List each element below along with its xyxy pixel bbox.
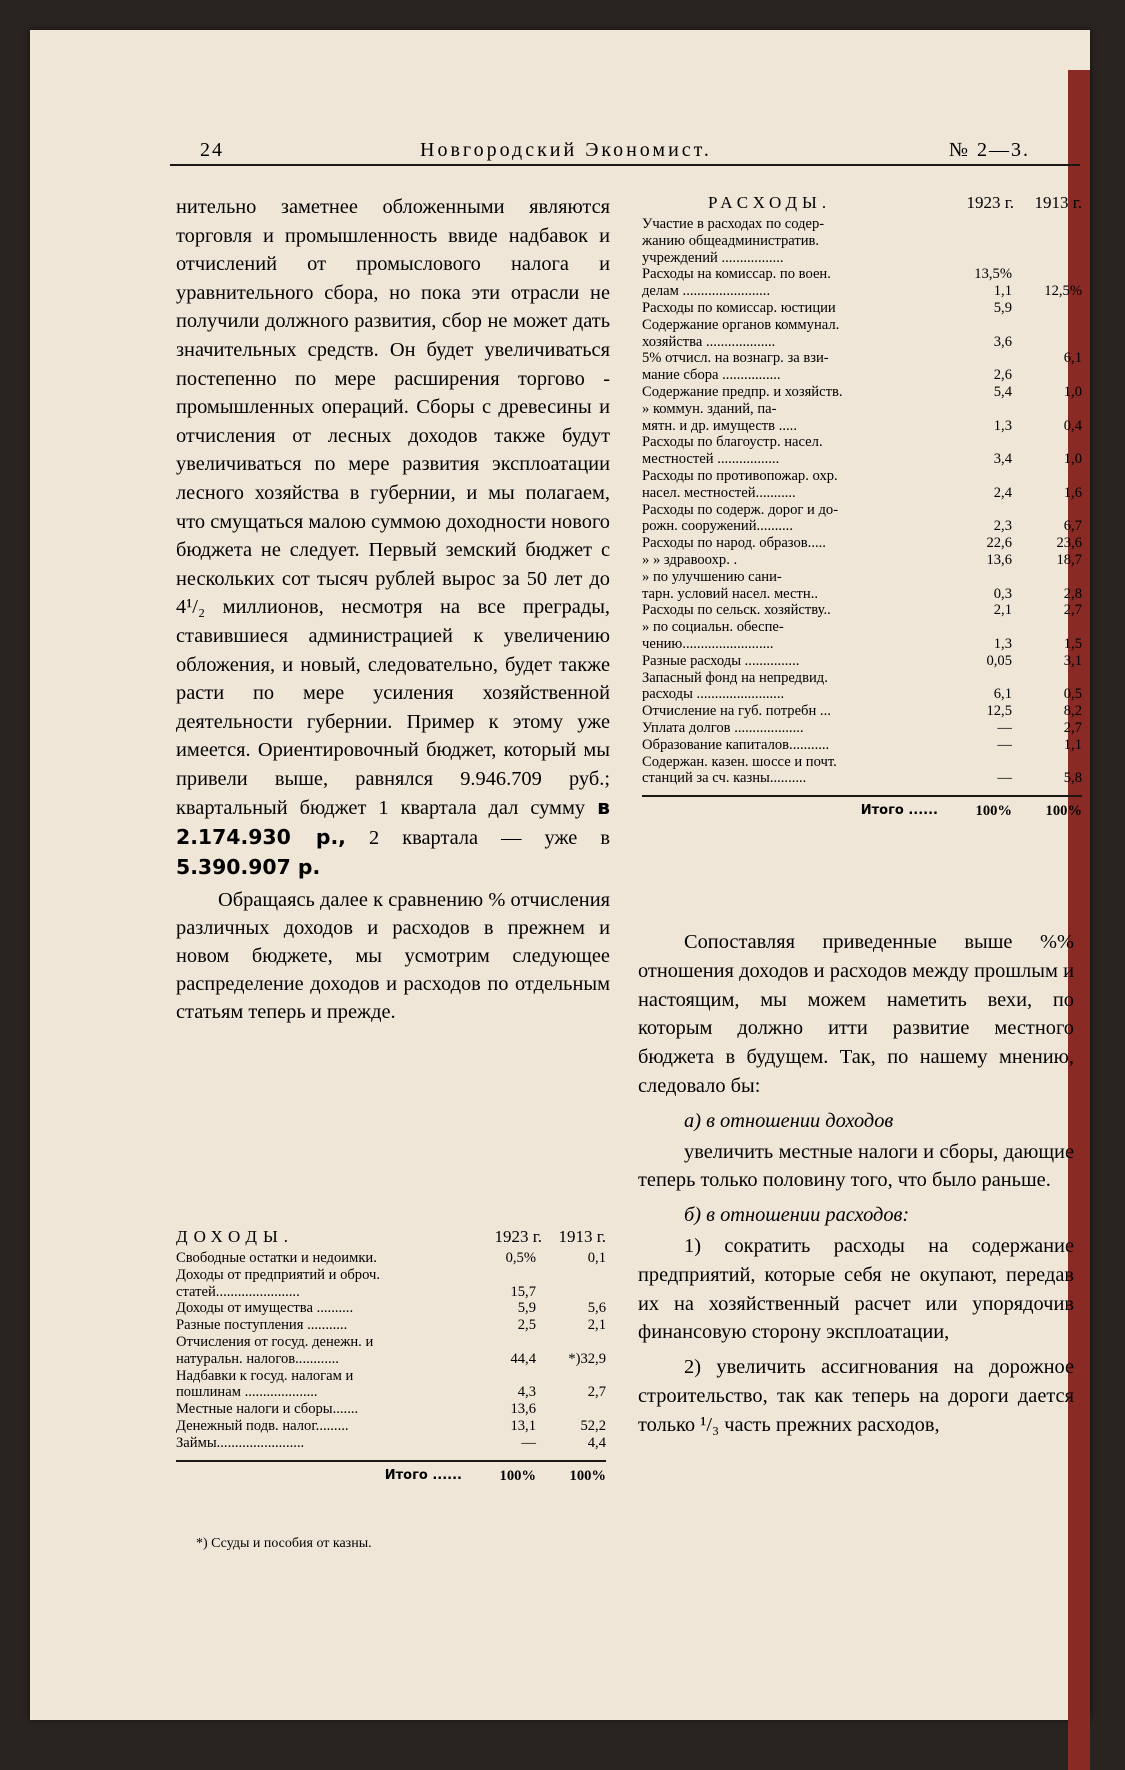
- expense-value-1923: 2,1: [993, 602, 1012, 619]
- expense-label: рожн. сооружений..........: [642, 518, 793, 535]
- expense-row: [642, 334, 1082, 351]
- income-value-1913: [536, 1267, 606, 1284]
- expense-label: Отчисление на губ. потребн ...: [642, 703, 831, 720]
- expense-label: Разные расходы ...............: [642, 652, 800, 669]
- expense-value-1923: 2,3: [993, 518, 1012, 535]
- expense-row: [642, 670, 1082, 687]
- expense-row: [642, 720, 1082, 737]
- expense-row: [642, 468, 1082, 485]
- expense-value-1923: —: [997, 736, 1012, 753]
- expense-value-1913: 1,0: [1063, 451, 1082, 468]
- expense-total-row: [642, 795, 1082, 820]
- expense-label: чению.........................: [642, 635, 774, 652]
- income-label: Денежный подв. налог.........: [176, 1417, 349, 1434]
- expense-value-1923: [948, 401, 1012, 418]
- expense-value-1923: —: [997, 719, 1012, 736]
- income-value-1913: 0,1: [587, 1250, 606, 1266]
- expense-value-1913: [1012, 502, 1082, 519]
- expense-row: [642, 770, 1082, 787]
- expense-value-1913: 1,1: [1063, 736, 1082, 753]
- expense-row: [642, 619, 1082, 636]
- left-paragraph-2: Обращаясь далее к сравнению % отчисления различных доходов и расходов в прежнем и новом бюджете, мы усмотрим следующее распределение доходов и расходов по отдельным статьям теперь и прежде.: [176, 889, 610, 1024]
- expense-total-label: Итого ......: [860, 803, 938, 819]
- right-column: [638, 928, 1074, 1440]
- right-paragraph-4: 2) увеличить ассигнования на дорожное строительство, так как теперь на дороги дается только ¹/₃ часть прежних расходов,: [638, 1356, 1074, 1436]
- expense-value-1923: 1,3: [993, 635, 1012, 652]
- expense-row: [642, 233, 1082, 250]
- expense-label: тарн. условий насел. местн..: [642, 585, 818, 602]
- income-value-1913: [536, 1284, 606, 1301]
- income-row: [176, 1334, 606, 1351]
- q2-text: 2 квартала — уже в: [368, 827, 610, 850]
- income-total-1913: 100%: [569, 1467, 606, 1484]
- expense-value-1913: [1012, 569, 1082, 586]
- income-value-1923: 5,9: [517, 1300, 536, 1317]
- expense-label: Участие в расходах по содер-: [642, 216, 825, 232]
- expense-value-1923: 3,4: [993, 451, 1012, 468]
- expense-value-1923: 6,1: [993, 686, 1012, 703]
- expense-label: станций за сч. казны..........: [642, 770, 807, 787]
- income-value-1923: [472, 1267, 536, 1284]
- expense-value-1913: 0,5: [1063, 686, 1082, 703]
- expense-value-1913: 18,7: [1056, 551, 1082, 568]
- expense-row: [642, 317, 1082, 334]
- expense-row: [642, 535, 1082, 552]
- income-row: [176, 1401, 606, 1418]
- expense-value-1923: 0,05: [986, 652, 1012, 669]
- expense-value-1913: 6,7: [1063, 518, 1082, 535]
- expense-total-1923: 100%: [975, 803, 1012, 820]
- expense-value-1923: 13,5%: [974, 266, 1012, 283]
- expense-row: [642, 703, 1082, 720]
- expense-label: расходы ........................: [642, 686, 785, 703]
- expense-label: Расходы по комиссар. юстиции: [642, 299, 836, 316]
- expense-col-1923: 1923 г.: [966, 193, 1014, 212]
- income-label: Местные налоги и сборы.......: [176, 1401, 359, 1418]
- expense-label: Уплата долгов ...................: [642, 719, 804, 736]
- income-label: Надбавки к госуд. налогам и: [176, 1367, 354, 1384]
- expense-value-1913: [1012, 300, 1082, 317]
- expense-value-1923: 3,6: [993, 333, 1012, 350]
- expense-value-1923: [948, 250, 1012, 267]
- expense-label: Расходы по благоустр. насел.: [642, 434, 823, 451]
- income-value-1913: 52,2: [580, 1417, 606, 1434]
- expense-label: » » здравоохр. .: [642, 551, 738, 568]
- expense-value-1923: 2,6: [993, 367, 1012, 384]
- right-paragraph-1: Сопоставляя приведенные выше %% отношения доходов и расходов между прошлым и настоящим, мы можем наметить вехи, по которым должно итти развитие местного бюджета в будущем. Так, по нашему мнению, следовало бы:: [638, 931, 1074, 1097]
- expense-label: Запасный фонд на непредвид.: [642, 669, 828, 686]
- expense-value-1923: 5,4: [993, 383, 1012, 400]
- expense-label: 5% отчисл. на вознагр. за взи-: [642, 350, 829, 367]
- left-column: [176, 193, 610, 1026]
- income-value-1923: 15,7: [510, 1283, 536, 1300]
- expense-value-1913: 2,8: [1063, 585, 1082, 602]
- expense-row: [642, 518, 1082, 535]
- q1-sum: в 2.174.930 р.,: [176, 795, 610, 850]
- expense-row: [642, 586, 1082, 603]
- expense-value-1923: 2,4: [993, 484, 1012, 501]
- expense-value-1913: 12,5%: [1044, 283, 1082, 300]
- income-value-1923: 0,5%: [505, 1250, 536, 1266]
- expense-value-1913: 6,1: [1063, 350, 1082, 367]
- expense-value-1913: [1012, 250, 1082, 267]
- expense-value-1913: [1012, 434, 1082, 451]
- expense-label: Образование капиталов...........: [642, 736, 830, 753]
- income-label: статей.......................: [176, 1283, 300, 1300]
- income-table: [176, 1227, 606, 1485]
- left-paragraph-1: [176, 193, 610, 882]
- expense-value-1913: 1,6: [1063, 484, 1082, 501]
- income-table-header: [176, 1227, 606, 1247]
- income-value-1913: 5,6: [587, 1300, 606, 1317]
- issue-number: № 2—3.: [948, 139, 1030, 161]
- income-col-1923: 1923 г.: [494, 1227, 542, 1246]
- heading-expense: б) в отношении расходов:: [684, 1204, 910, 1227]
- income-row: [176, 1435, 606, 1452]
- expense-label: Расходы на комиссар. по воен.: [642, 266, 831, 283]
- income-row: [176, 1267, 606, 1284]
- expense-label: учреждений .................: [642, 249, 784, 266]
- expense-label: » коммун. зданий, па-: [642, 400, 777, 417]
- expense-value-1923: [948, 569, 1012, 586]
- expense-label: мание сбора ................: [642, 367, 781, 384]
- expense-table: [642, 193, 1082, 820]
- income-value-1913: *)32,9: [568, 1350, 606, 1367]
- income-value-1923: 44,4: [510, 1350, 536, 1367]
- expense-table-title: РАСХОДЫ.: [708, 193, 832, 212]
- expense-value-1913: 3,1: [1063, 652, 1082, 669]
- income-row: [176, 1418, 606, 1435]
- expense-value-1913: 1,5: [1063, 635, 1082, 652]
- income-table-title: ДОХОДЫ.: [176, 1227, 295, 1246]
- expense-label: хозяйства ...................: [642, 333, 776, 350]
- income-value-1923: 13,6: [510, 1401, 536, 1418]
- expense-value-1923: —: [997, 770, 1012, 787]
- expense-table-header: [642, 193, 1082, 213]
- income-value-1913: [536, 1334, 606, 1351]
- expense-row: [642, 384, 1082, 401]
- expense-value-1913: [1012, 317, 1082, 334]
- income-row: [176, 1351, 606, 1368]
- income-label: Доходы от предприятий и оброч.: [176, 1266, 380, 1283]
- expense-row: [642, 367, 1082, 384]
- expense-value-1923: [948, 468, 1012, 485]
- income-row: [176, 1250, 606, 1267]
- q2-sum: 5.390.907 р.: [176, 854, 321, 879]
- expense-value-1923: [948, 317, 1012, 334]
- income-row: [176, 1384, 606, 1401]
- expense-value-1923: 12,5: [986, 703, 1012, 720]
- expense-value-1923: [948, 350, 1012, 367]
- expense-row: [642, 434, 1082, 451]
- expense-total-1913: 100%: [1045, 803, 1082, 820]
- expense-value-1923: 0,3: [993, 585, 1012, 602]
- expense-row: [642, 569, 1082, 586]
- expense-value-1913: [1012, 670, 1082, 687]
- income-value-1923: —: [521, 1434, 536, 1451]
- income-value-1913: 4,4: [587, 1434, 606, 1451]
- income-label: Разные поступления ...........: [176, 1317, 348, 1334]
- expense-value-1913: 1,0: [1063, 383, 1082, 400]
- expense-row: [642, 636, 1082, 653]
- expense-row: [642, 653, 1082, 670]
- footnote: *) Ссуды и пособия от казны.: [196, 1536, 372, 1551]
- expense-value-1913: [1012, 233, 1082, 250]
- expense-value-1913: [1012, 216, 1082, 233]
- expense-row: [642, 216, 1082, 233]
- expense-row: [642, 418, 1082, 435]
- expense-value-1913: 2,7: [1063, 719, 1082, 736]
- income-value-1913: 2,1: [587, 1317, 606, 1334]
- income-table-rows: [176, 1250, 606, 1452]
- income-row: [176, 1300, 606, 1317]
- expense-value-1913: [1012, 468, 1082, 485]
- expense-label: местностей .................: [642, 451, 780, 468]
- expense-value-1923: 5,9: [993, 299, 1012, 316]
- expense-label: Расходы по содерж. дорог и до-: [642, 501, 839, 518]
- expense-label: » по социальн. обеспе-: [642, 619, 784, 636]
- expense-value-1923: [948, 216, 1012, 233]
- expense-row: [642, 686, 1082, 703]
- heading-income: а) в отношении доходов: [684, 1109, 894, 1132]
- income-label: Доходы от имущества ..........: [176, 1300, 354, 1317]
- page-number: 24: [200, 139, 224, 161]
- income-value-1923: 4,3: [517, 1384, 536, 1401]
- income-label: Займы........................: [176, 1434, 305, 1451]
- expense-label: Расходы по противопожар. охр.: [642, 467, 838, 484]
- expense-label: Содержан. казен. шоссе и почт.: [642, 753, 837, 770]
- expense-col-1913: 1913 г.: [1034, 193, 1082, 212]
- expense-value-1913: [1012, 754, 1082, 771]
- income-value-1923: 2,5: [517, 1317, 536, 1334]
- expense-value-1913: [1012, 367, 1082, 384]
- income-value-1923: [472, 1334, 536, 1351]
- expense-value-1913: 0,4: [1063, 417, 1082, 434]
- expense-value-1913: 2,7: [1063, 602, 1082, 619]
- expense-value-1923: [948, 670, 1012, 687]
- right-paragraph-2: увеличить местные налоги и сборы, дающие теперь только половину того, что было раньше.: [638, 1140, 1074, 1192]
- expense-row: [642, 485, 1082, 502]
- expense-label: Расходы по сельск. хозяйству..: [642, 602, 831, 619]
- expense-row: [642, 350, 1082, 367]
- expense-value-1923: [948, 619, 1012, 636]
- left-paragraph-1-text: нительно заметнее обложенными являются торговля и промышленность ввиде надбавок и отчислений от промыслового налога и уравнительного сбора, но пока эти отрасли не получили должного развития, сбор не может дать значительных средств. Он будет увеличиваться постепенно по мере расширения торгово - промышленных операций. Сборы с древесины и отчисления от лесных доходов также будут увеличиваться по мере развития эксплоатации лесного хозяйства в губернии, и мы полагаем, что смущаться малою суммою доходности нового бюджета не следует. Первый земский бюджет с нескольких сот тысяч рублей вырос за 50 лет до 4¹/₂ миллионов, несмотря на все преграды, ставившиеся администрацией к увеличению обложения, и новый, следовательно, будет также расти по мере усиления хозяйственной деятельности губернии. Пример к этому уже имеется. Ориентировочный бюджет, который мы привели выше, равнялся 9.946.709 руб.; квартальный бюджет 1 квартала дал сумму: [176, 196, 610, 820]
- expense-row: [642, 250, 1082, 267]
- income-label: Свободные остатки и недоимки.: [176, 1250, 377, 1266]
- expense-value-1923: 13,6: [986, 551, 1012, 568]
- income-col-1913: 1913 г.: [558, 1227, 606, 1246]
- expense-label: Содержание предпр. и хозяйств.: [642, 383, 843, 400]
- income-value-1923: 13,1: [510, 1417, 536, 1434]
- expense-value-1913: [1012, 401, 1082, 418]
- expense-label: Содержание органов коммунал.: [642, 316, 840, 333]
- income-total-1923: 100%: [499, 1467, 536, 1484]
- income-value-1913: 2,7: [587, 1384, 606, 1401]
- income-row: [176, 1284, 606, 1301]
- page-header: [170, 137, 1080, 167]
- expense-row: [642, 266, 1082, 283]
- expense-row: [642, 451, 1082, 468]
- expense-row: [642, 300, 1082, 317]
- expense-value-1913: 23,6: [1056, 535, 1082, 552]
- expense-value-1913: [1012, 266, 1082, 283]
- expense-value-1923: 1,3: [993, 417, 1012, 434]
- expense-row: [642, 283, 1082, 300]
- expense-label: жанию общеадминистратив.: [642, 232, 820, 249]
- income-value-1913: [536, 1368, 606, 1385]
- expense-value-1913: [1012, 334, 1082, 351]
- income-row: [176, 1368, 606, 1385]
- expense-label: насел. местностей...........: [642, 484, 796, 501]
- expense-label: мятн. и др. имуществ .....: [642, 417, 797, 434]
- income-value-1923: [472, 1368, 536, 1385]
- income-total-label: Итого ......: [384, 1467, 462, 1483]
- journal-title: Новгородский Экономист.: [420, 139, 712, 161]
- income-label: пошлинам ....................: [176, 1384, 318, 1401]
- expense-label: » по улучшению сани-: [642, 568, 782, 585]
- income-label: Отчисления от госуд. денежн. и: [176, 1333, 374, 1350]
- expense-row: [642, 737, 1082, 754]
- expense-value-1923: 22,6: [986, 535, 1012, 552]
- expense-label: делам ........................: [642, 283, 771, 300]
- income-value-1913: [536, 1401, 606, 1418]
- expense-value-1913: [1012, 619, 1082, 636]
- expense-value-1923: [948, 754, 1012, 771]
- expense-table-rows: [642, 216, 1082, 787]
- expense-value-1923: 1,1: [993, 283, 1012, 300]
- header-rule: [170, 164, 1080, 166]
- expense-value-1923: [948, 502, 1012, 519]
- expense-value-1913: 5,8: [1063, 770, 1082, 787]
- expense-row: [642, 552, 1082, 569]
- income-label: натуральн. налогов............: [176, 1350, 339, 1367]
- expense-row: [642, 754, 1082, 771]
- expense-value-1923: [948, 233, 1012, 250]
- expense-row: [642, 602, 1082, 619]
- right-paragraph-3: 1) сократить расходы на содержание предприятий, которые себя не окупают, передав их на хозяйственный расчет или упорядочив финансовую сторону эксплоатации,: [638, 1234, 1074, 1344]
- income-total-row: [176, 1460, 606, 1485]
- expense-row: [642, 502, 1082, 519]
- expense-value-1913: 8,2: [1063, 703, 1082, 720]
- expense-value-1923: [948, 434, 1012, 451]
- expense-row: [642, 401, 1082, 418]
- expense-label: Расходы по народ. образов.....: [642, 535, 826, 552]
- income-row: [176, 1317, 606, 1334]
